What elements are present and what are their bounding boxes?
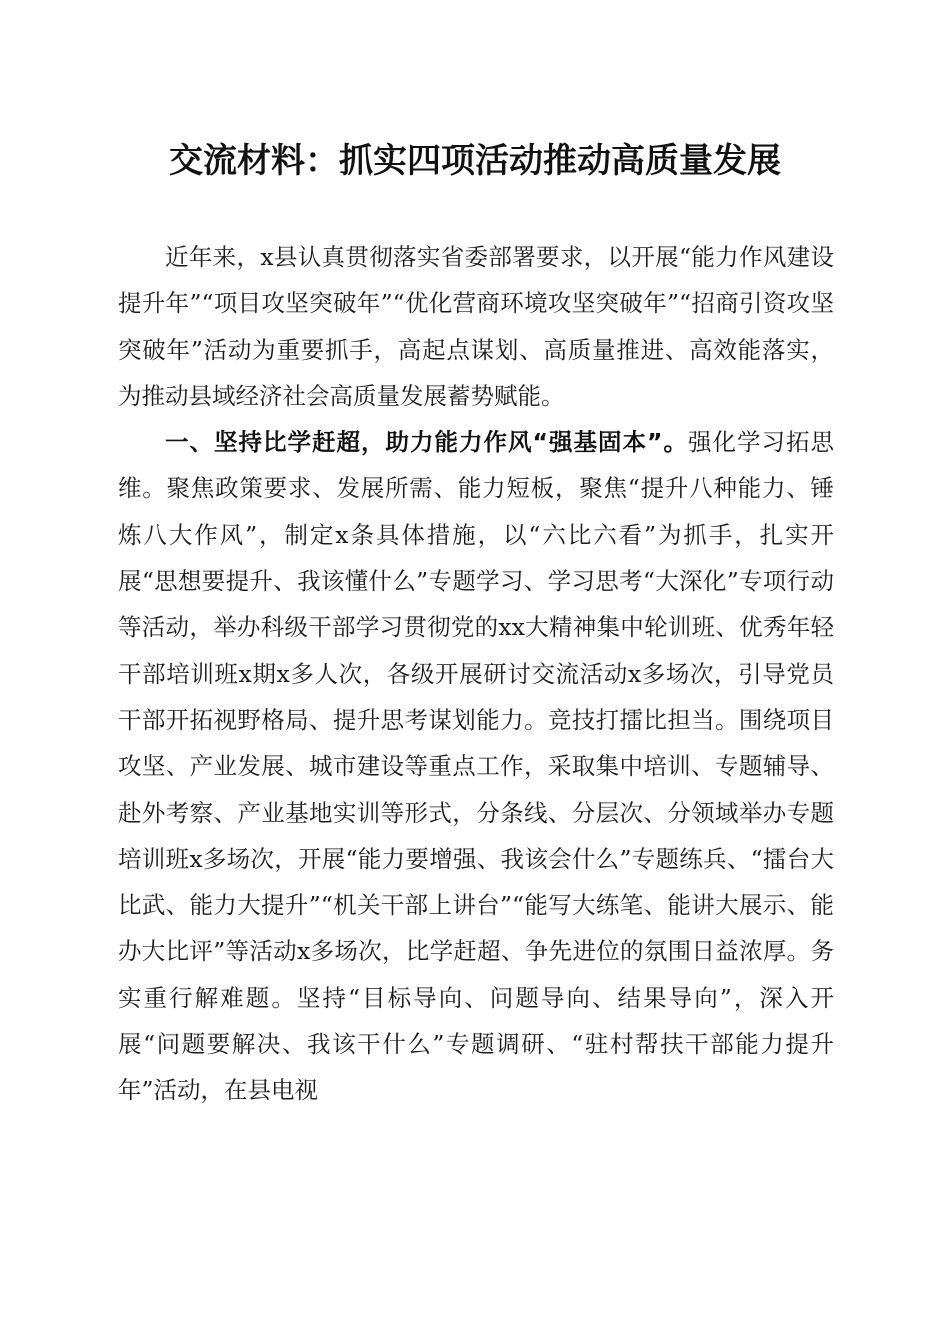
document-title: 交流材料：抓实四项活动推动高质量发展: [169, 141, 781, 181]
intro-paragraph: 近年来，x县认真贯彻落实省委部署要求，以开展“能力作风建设提升年”“项目攻坚突破年”“优化营商环境攻坚突破年”“招商引资攻坚突破年”活动为重要抓手，高起点谋划、高质量推进、高效能落实，为推动县域经济社会高质量发展蓄势赋能。: [118, 243, 834, 410]
section-1-body: 强化学习拓思维。聚焦政策要求、发展所需、能力短板，聚焦“提升八种能力、锤炼八大作风”，制定x条具体措施，以“六比六看”为抓手，扎实开展“思想要提升、我该懂什么”专题学习、学习思考“大深化”专项行动等活动，举办科级干部学习贯彻党的xx大精神集中轮训班、优秀年轻干部培训班x期x多人次，各级开展研讨交流活动x多场次，引导党员干部开拓视野格局、提升思考谋划能力。竞技打擂比担当。围绕项目攻坚、产业发展、城市建设等重点工作，采取集中培训、专题辅导、赴外考察、产业基地实训等形式，分条线、分层次、分领域举办专题培训班x多场次，开展“能力要增强、我该会什么”专题练兵、“擂台大比武、能力大提升”“机关干部上讲台”“能写大练笔、能讲大展示、能办大比评”等活动x多场次，比学赶超、争先进位的氛围日益浓厚。务实重行解难题。坚持“目标导向、问题导向、结果导向”，深入开展“问题要解决、我该干什么”专题调研、“驻村帮扶干部能力提升年”活动，在县电视: [118, 428, 835, 1105]
document-body: [118, 234, 834, 1114]
section-1-heading: 一、坚持比学赶超，助力能力作风“强基固本”。: [165, 428, 688, 457]
section-1-paragraph: [118, 419, 834, 1113]
